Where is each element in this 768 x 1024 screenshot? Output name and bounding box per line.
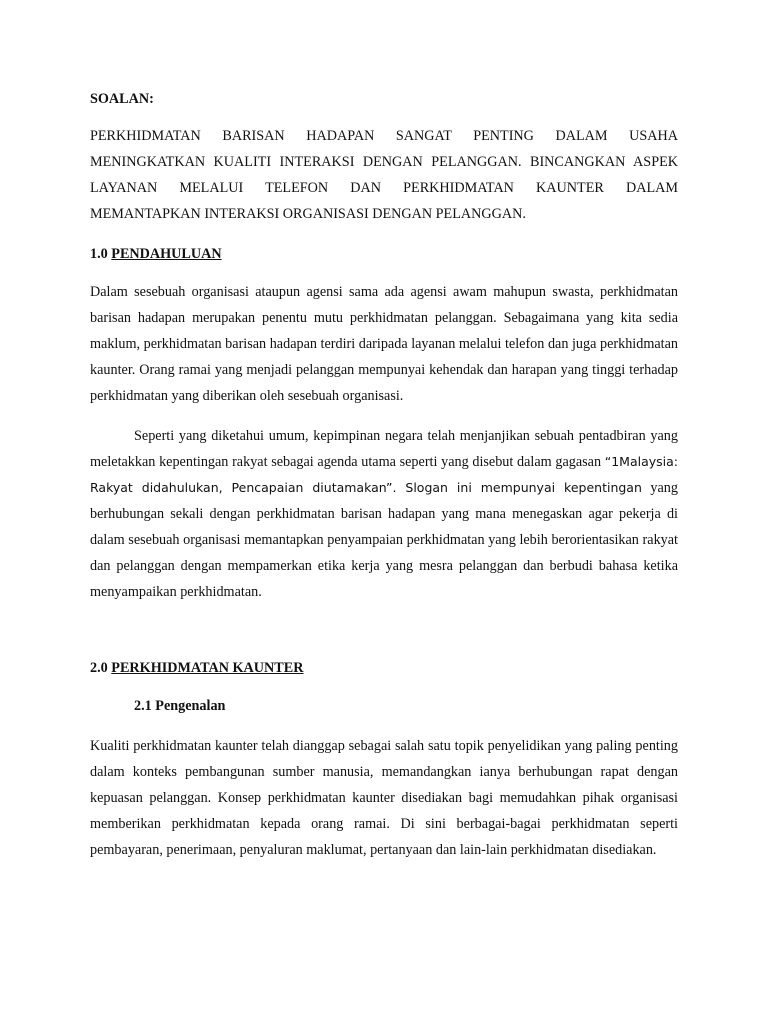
section-2-title: PERKHIDMATAN KAUNTER — [111, 660, 304, 676]
section-1-heading — [90, 246, 678, 263]
paragraph-2-text-start: Seperti yang diketahui umum, kepimpinan negara telah menjanjikan sebuah pentadbiran yang meletakkan kepentingan rakyat sebagai agenda utama seperti yang disebut dalam gagasan — [90, 428, 678, 470]
section-1-paragraph-1: Dalam sesebuah organisasi ataupun agensi sama ada agensi awam mahupun swasta, perkhidmatan barisan hadapan merupakan penentu mutu perkhidmatan pelanggan. Sebagaimana yang kita sedia maklum, perkhidmatan barisan hadapan terdiri daripada layanan melalui telefon dan juga perkhidmatan kaunter. Orang ramai yang menjadi pelanggan mempunyai kehendak dan harapan yang tinggi terhadap perkhidmatan yang diberikan oleh sesebuah organisasi. — [90, 284, 678, 404]
question-label: SOALAN: — [90, 91, 154, 107]
section-2-number: 2.0 — [90, 660, 108, 676]
slogan-text: “1Malaysia: Rakyat didahulukan, Pencapaian diutamakan”. Slogan ini mempunyai kepentingan — [90, 454, 678, 495]
section-1-number: 1.0 — [90, 246, 108, 262]
section-2-paragraph-1: Kualiti perkhidmatan kaunter telah dianggap sebagai salah satu topik penyelidikan yang paling penting dalam konteks pembangunan sumber manusia, memandangkan ianya berhubungan rapat dengan kepuasan pelanggan. Konsep perkhidmatan kaunter disediakan bagi memudahkan pihak organisasi memberikan perkhidmatan kepada orang ramai. Di sini berbagai-bagai perkhidmatan seperti pembayaran, penerimaan, penyaluran maklumat, pertanyaan dan lain-lain perkhidmatan disediakan. — [90, 738, 678, 858]
subsection-heading: 2.1 Pengenalan — [134, 698, 226, 714]
paragraph-2-text-end: yang berhubungan sekali dengan perkhidmatan barisan hadapan yang mana menegaskan agar pekerja di dalam sesebuah organisasi memantapkan penyampaian perkhidmatan yang lebih berorientasikan rakyat dan pelanggan dengan mempamerkan etika kerja yang mesra pelanggan dan berbudi bahasa ketika menyampaikan perkhidmatan. — [90, 480, 678, 600]
question-text: PERKHIDMATAN BARISAN HADAPAN SANGAT PENTING DALAM USAHA MENINGKATKAN KUALITI INTERAKSI DENGAN PELANGGAN. BINCANGKAN ASPEK LAYANAN MELALUI TELEFON DAN PERKHIDMATAN KAUNTER DALAM MEMANTAPKAN INTERAKSI ORGANISASI DENGAN PELANGGAN. — [90, 128, 678, 222]
section-2-heading — [90, 660, 678, 677]
section-1-title: PENDAHULUAN — [111, 246, 222, 262]
section-1-paragraph-2 — [90, 423, 678, 605]
